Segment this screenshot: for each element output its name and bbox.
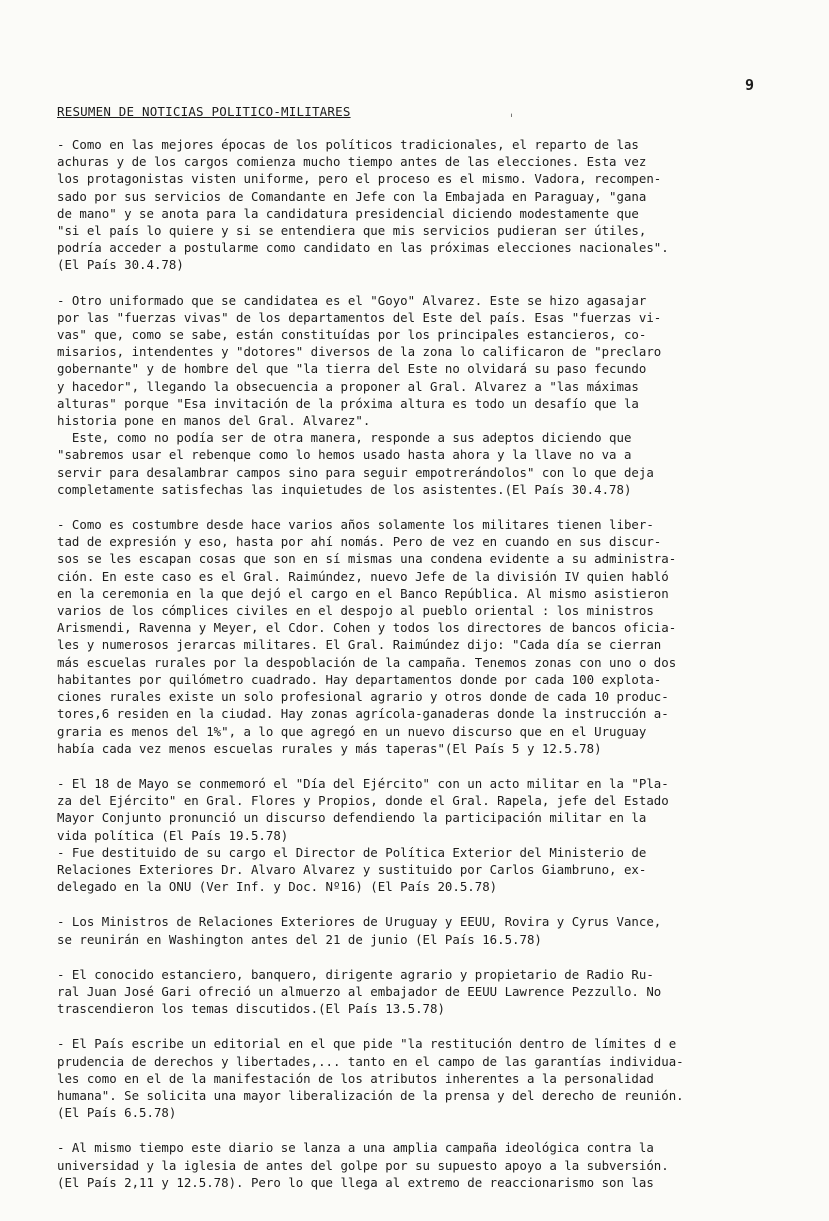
page-heading: RESUMEN DE NOTICIAS POLITICO-MILITARES [57,104,351,119]
news-item-destitucion: - Fue destituido de su cargo el Director de Política Exterior del Ministerio de Relaciones Exteriores Dr. Alvaro Alvarez y sustituido por Carlos Giambruno, ex- delegado en la ONU (Ver Inf. y Doc. Nº16) (El País 20.5.78) [57,844,647,895]
news-item-alvarez: - Otro uniformado que se candidatea es el "Goyo" Alvarez. Este se hizo agasajar por las "fuerzas vivas" de los departamentos del Este del país. Esas "fuerzas vi- vas" que, como se sabe, están constituídas por los principales estancieros, co- misarios, intendentes y "dotores" diversos de la zona lo calificaron de "preclaro gobernante" y de hombre del que "la tierra del Este no olvidará su paso fecundo y hacedor", llegando la obsecuencia a proponer al Gral. Alvarez a "las máximas alturas" porque "Esa invitación de la próxima altura es todo un desafío que la historia pone en manos del Gral. Alvarez". Este, como no podía ser de otra manera, responde a sus adeptos diciendo que "sabremos usar el rebenque como lo hemos usado hasta ahora y la llave no va a servir para desalambrar campos sino para seguir empotrerándolos" con lo que deja completamente satisfechas las inquietudes de los asistentes.(El País 30.4.78) [57,292,662,497]
news-item-campana-ideologica: - Al mismo tiempo este diario se lanza a una amplia campaña ideológica contra la universidad y la iglesia de antes del golpe por su supuesto apoyo a la subversión. (El País 2,11 y 12.5.78). Pero lo que llega al extremo de reaccionarismo son las [57,1140,669,1190]
news-item-ministros-reunion: - Los Ministros de Relaciones Exteriores de Uruguay y EEUU, Rovira y Cyrus Vance, se reunirán en Washington antes del 21 de junio (El País 16.5.78) [57,914,662,947]
news-item-vadora: - Como en las mejores épocas de los políticos tradicionales, el reparto de las achuras y de los cargos comienza mucho tiempo antes de las elecciones. Esta vez los protagonistas visten uniforme, pero el proceso es el mismo. Vadora, recompen- sado por sus servicios de Comandante en Jefe con la Embajada en Paraguay, "gana de mano" y se anota para la candidatura presidencial diciendo modestamente que "si el país lo quiere y si se entendiera que mis servicios pudieran ser útiles, podría acceder a postularme como candidato en las próximas elecciones nacionales". (El País 30.4.78) [57,137,669,273]
news-summary-body [57,136,777,1209]
news-item-editorial: - El País escribe un editorial en el que pide "la restitución dentro de límites d e prudencia de derechos y libertades,... tanto en el campo de las garantías individua- les como en el de la manifestación de los atributos inherentes a la personalidad humana". Se solicita una mayor liberalización de la prensa y del derecho de reunión. (El País 6.5.78) [57,1036,684,1121]
news-item-dia-del-ejercito: - El 18 de Mayo se conmemoró el "Día del Ejército" con un acto militar en la "Pla- za del Ejército" en Gral. Flores y Propios, donde el Gral. Rapela, jefe del Estado Mayor Conjunto pronunció un discurso defendiendo la participación militar en la vida política (El País 19.5.78) [57,775,669,843]
page-number: 9 [745,76,755,94]
news-item-gari-almuerzo: - El conocido estanciero, banquero, dirigente agrario y propietario de Radio Ru- ral Juan José Gari ofreció un almuerzo al embajador de EEUU Lawrence Pezzullo. No trascendieron los temas discutidos.(El País 13.5.78) [57,966,662,1017]
news-item-raimundez: - Como es costumbre desde hace varios años solamente los militares tienen liber- tad de expresión y eso, hasta por ahí nomás. Pero de vez en cuando en sus discur- sos se les escapan cosas que son en sí mismas una condena evidente a su administra- ción. En este caso es el Gral. Raimúndez, nuevo Jefe de la división IV quien habló en la ceremonia en la que dejó el cargo en el Banco República. Al mismo asistieron varios de los cómplices civiles en el despojo al pueblo oriental : los ministros Arismendi, Ravenna y Meyer, el Cdor. Cohen y todos los directores de bancos oficia- les y numerosos jerarcas militares. El Gral. Raimúndez dijo: "Cada día se cierran más escuelas rurales por la despoblación de la campaña. Tenemos zonas con uno o dos habitantes por quilómetro cuadrado. Hay departamentos donde por cada 100 explota- ciones rurales existe un solo profesional agrario y otros donde de cada 10 produc- tores,6 residen en la ciudad. Hay zonas agrícola-ganaderas donde la instrucción a- graria es menos del 1%", a lo que agregó en un nuevo discurso que en el Uruguay había cada vez menos escuelas rurales y más taperas"(El País 5 y 12.5.78) [57,517,677,756]
stray-mark: ˌ [508,104,516,118]
